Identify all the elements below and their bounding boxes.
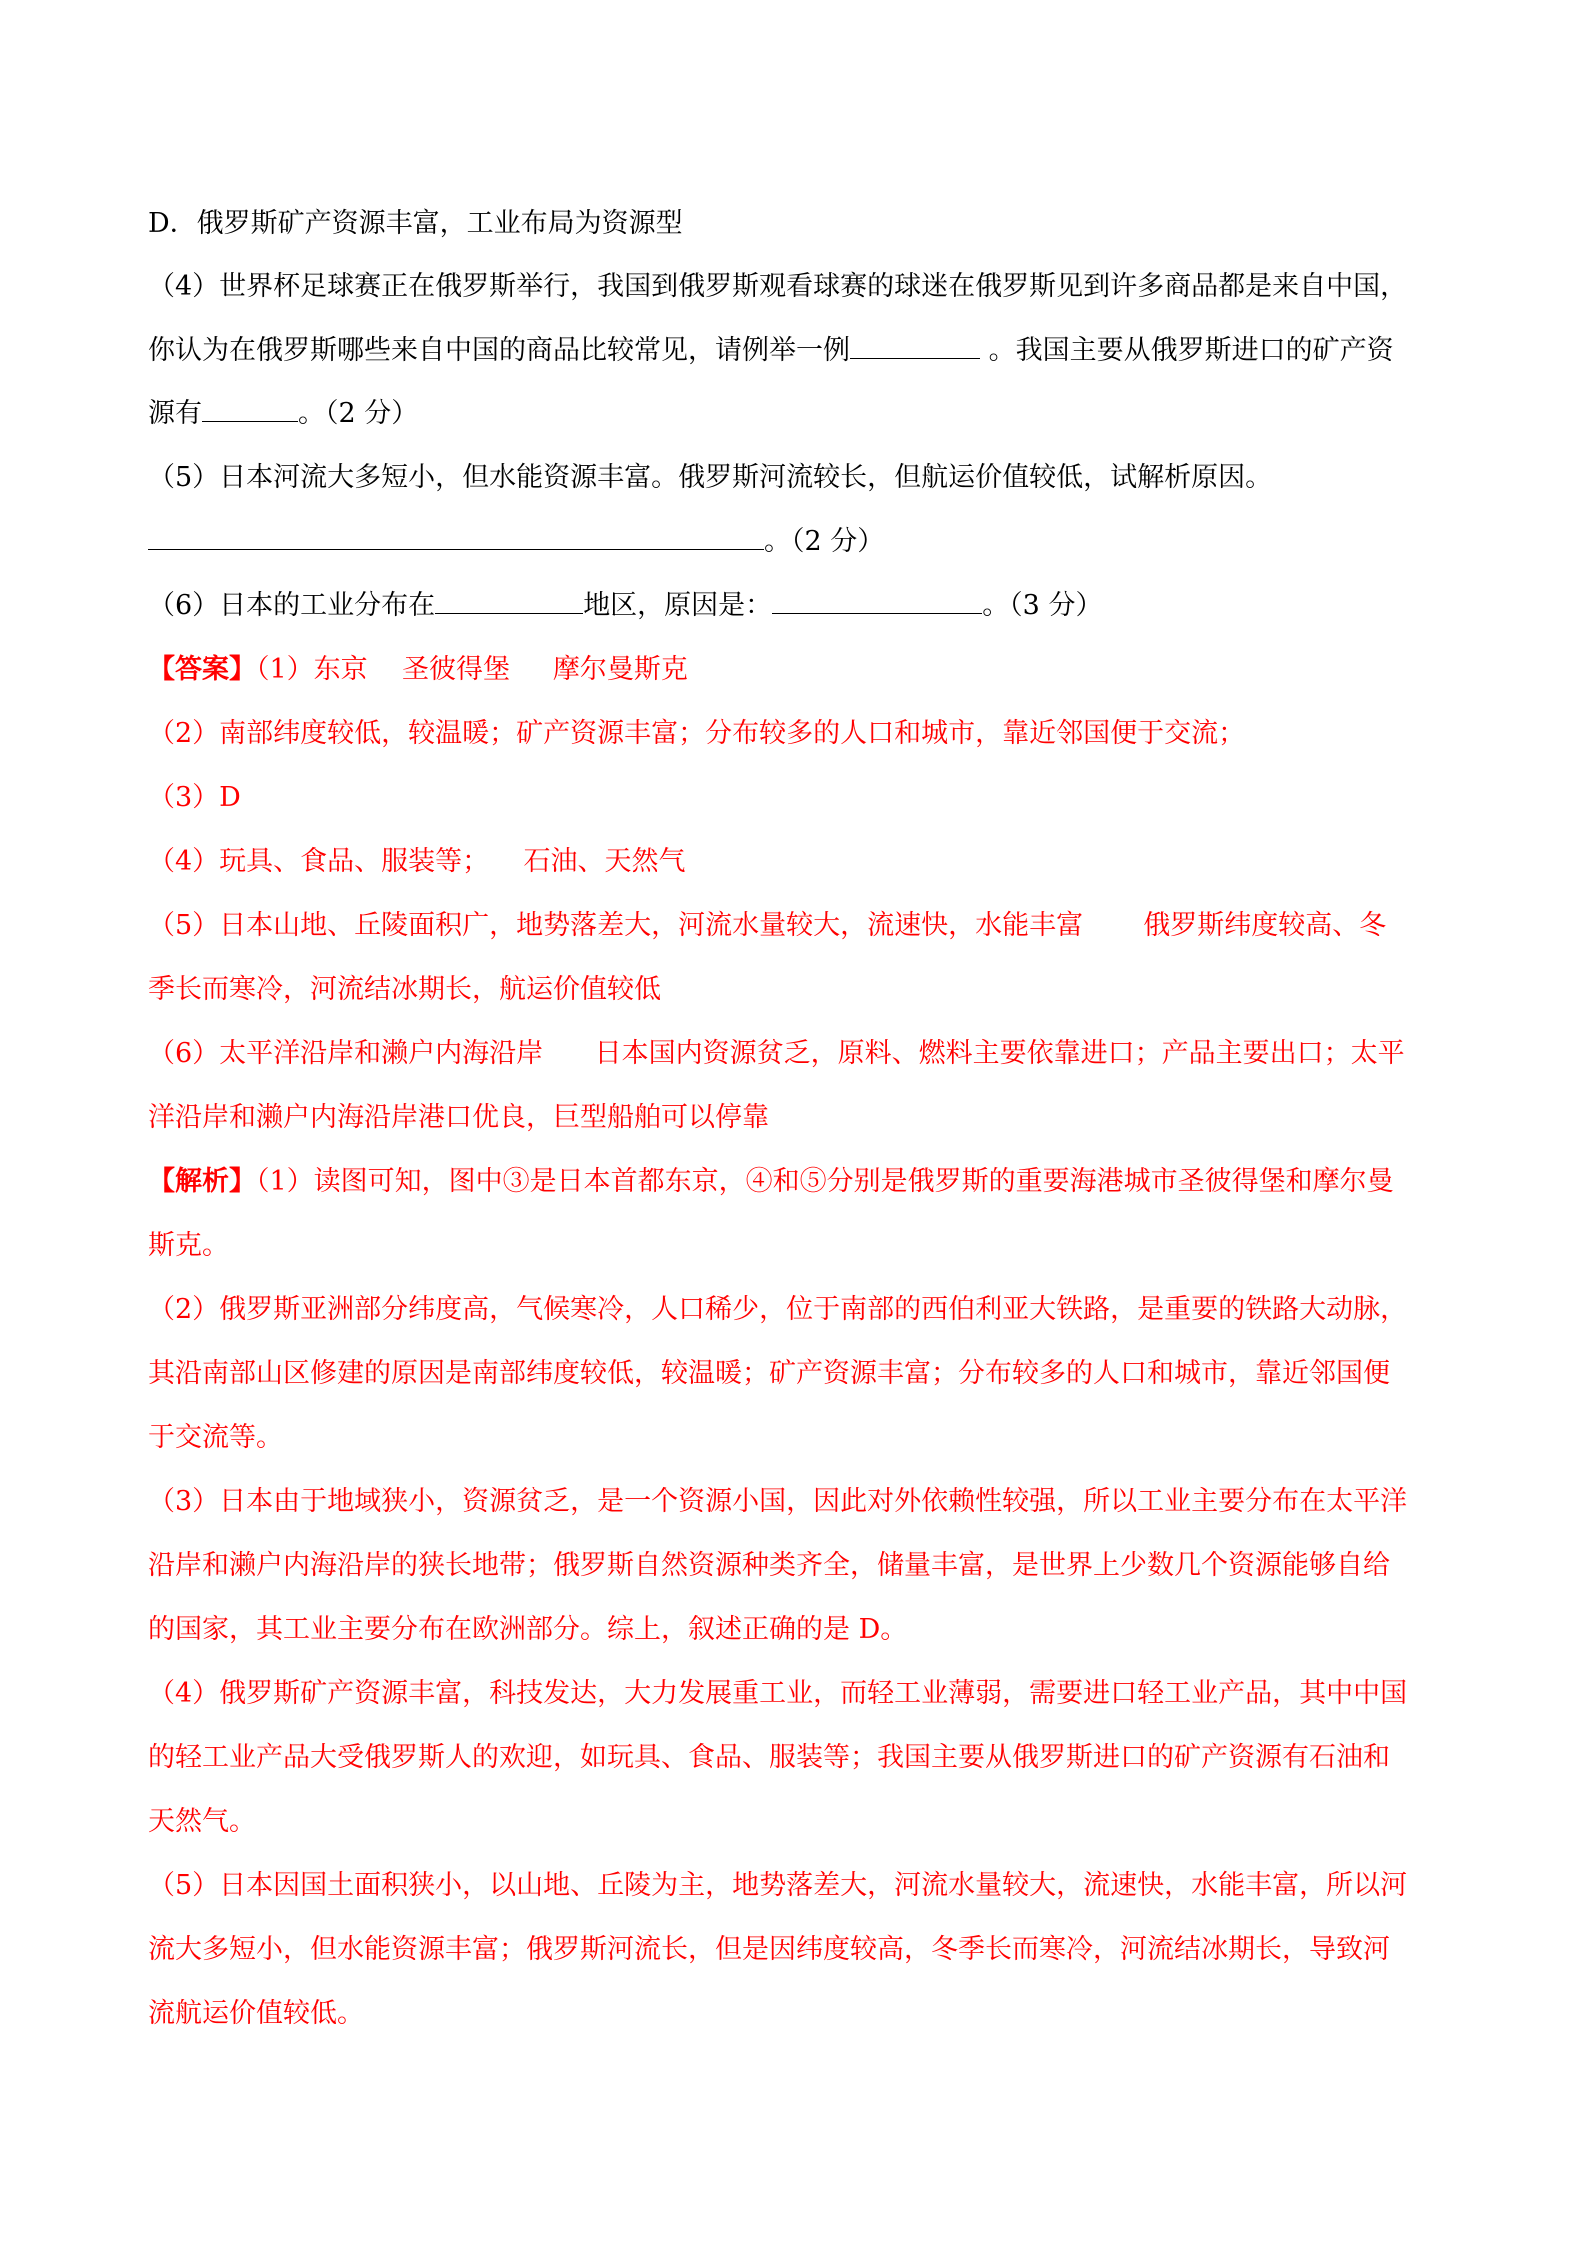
answer-5-line-2: 季长而寒冷，河流结冰期长，航运价值较低 — [148, 974, 661, 1005]
analysis-3-line-2: 沿岸和濑户内海沿岸的狭长地带；俄罗斯自然资源种类齐全，储量丰富，是世界上少数几个资源能够自给 — [148, 1550, 1390, 1581]
answer-blank — [772, 589, 982, 614]
analysis-label: 【解析】 — [148, 1166, 256, 1197]
analysis-5-line-3: 流航运价值较低。 — [148, 1998, 364, 2029]
answer-6-line-1: （6）太平洋沿岸和濑户内海沿岸 日本国内资源贫乏，原料、燃料主要依靠进口；产品主要出口；太平 — [148, 1038, 1405, 1069]
analysis-4-line-3: 天然气。 — [148, 1806, 256, 1837]
answer-3: （3）D — [148, 782, 241, 813]
question-4-text-b: 。我国主要从俄罗斯进口的矿产资 — [980, 335, 1394, 366]
answer-5-line-1: （5）日本山地、丘陵面积广，地势落差大，河流水量较大，流速快，水能丰富 俄罗斯纬度较高、冬 — [148, 910, 1387, 941]
analysis-2-line-3: 于交流等。 — [148, 1422, 283, 1453]
analysis-5-line-2: 流大多短小，但水能资源丰富；俄罗斯河流长，但是因纬度较高，冬季长而寒冷，河流结冰期长，导致河 — [148, 1934, 1390, 1965]
answer-blank — [148, 525, 764, 550]
question-4-line-3 — [148, 397, 418, 431]
answer-blank — [850, 334, 980, 359]
analysis-2-line-1: （2）俄罗斯亚洲部分纬度高，气候寒冷，人口稀少，位于南部的西伯利亚大铁路，是重要的铁路大动脉， — [148, 1294, 1408, 1325]
analysis-2-line-2: 其沿南部山区修建的原因是南部纬度较低，较温暖；矿产资源丰富；分布较多的人口和城市，靠近邻国便 — [148, 1358, 1390, 1389]
question-6-text-c: 。（3 分） — [982, 590, 1103, 621]
question-5-line-1: （5）日本河流大多短小，但水能资源丰富。俄罗斯河流较长，但航运价值较低，试解析原因。 — [148, 462, 1273, 493]
question-5-text-b: 。（2 分） — [764, 526, 885, 557]
analysis-3-line-3: 的国家，其工业主要分布在欧洲部分。综上，叙述正确的是 D。 — [148, 1614, 908, 1645]
question-6-line — [148, 589, 1102, 623]
answer-6-line-2: 洋沿岸和濑户内海沿岸港口优良，巨型船舶可以停靠 — [148, 1102, 769, 1133]
answer-line-1 — [148, 653, 688, 687]
answer-1: （1）东京 圣彼得堡 摩尔曼斯克 — [256, 654, 688, 685]
analysis-4-line-2: 的轻工业产品大受俄罗斯人的欢迎，如玩具、食品、服装等；我国主要从俄罗斯进口的矿产资源有石油和 — [148, 1742, 1390, 1773]
question-4-text-d: 。（2 分） — [298, 398, 419, 429]
answer-blank — [435, 589, 583, 614]
question-4-text-c: 源有 — [148, 398, 202, 429]
answer-4: （4）玩具、食品、服装等； 石油、天然气 — [148, 846, 686, 877]
analysis-1-line-1 — [148, 1165, 1394, 1199]
question-5-line-2 — [148, 525, 884, 559]
analysis-5-line-1: （5）日本因国土面积狭小，以山地、丘陵为主，地势落差大，河流水量较大，流速快，水能丰富，所以河 — [148, 1870, 1408, 1901]
answer-2: （2）南部纬度较低，较温暖；矿产资源丰富；分布较多的人口和城市，靠近邻国便于交流； — [148, 718, 1246, 749]
answer-blank — [202, 397, 298, 422]
question-4-text-a: 你认为在俄罗斯哪些来自中国的商品比较常见，请例举一例 — [148, 335, 850, 366]
analysis-1-line-2: 斯克。 — [148, 1230, 229, 1261]
analysis-1-text: （1）读图可知，图中③是日本首都东京，④和⑤分别是俄罗斯的重要海港城市圣彼得堡和摩尔曼 — [256, 1166, 1394, 1197]
answer-label: 【答案】 — [148, 654, 256, 685]
question-6-text-a: （6）日本的工业分布在 — [148, 590, 436, 621]
question-4-line-2 — [148, 334, 1394, 368]
analysis-3-line-1: （3）日本由于地域狭小，资源贫乏，是一个资源小国，因此对外依赖性较强，所以工业主要分布在太平洋 — [148, 1486, 1408, 1517]
question-6-text-b: 地区，原因是： — [583, 590, 773, 621]
option-d: D．俄罗斯矿产资源丰富，工业布局为资源型 — [148, 208, 683, 239]
analysis-4-line-1: （4）俄罗斯矿产资源丰富，科技发达，大力发展重工业，而轻工业薄弱，需要进口轻工业产品，其中中国 — [148, 1678, 1408, 1709]
question-4-line-1: （4）世界杯足球赛正在俄罗斯举行，我国到俄罗斯观看球赛的球迷在俄罗斯见到许多商品都是来自中国， — [148, 271, 1408, 302]
